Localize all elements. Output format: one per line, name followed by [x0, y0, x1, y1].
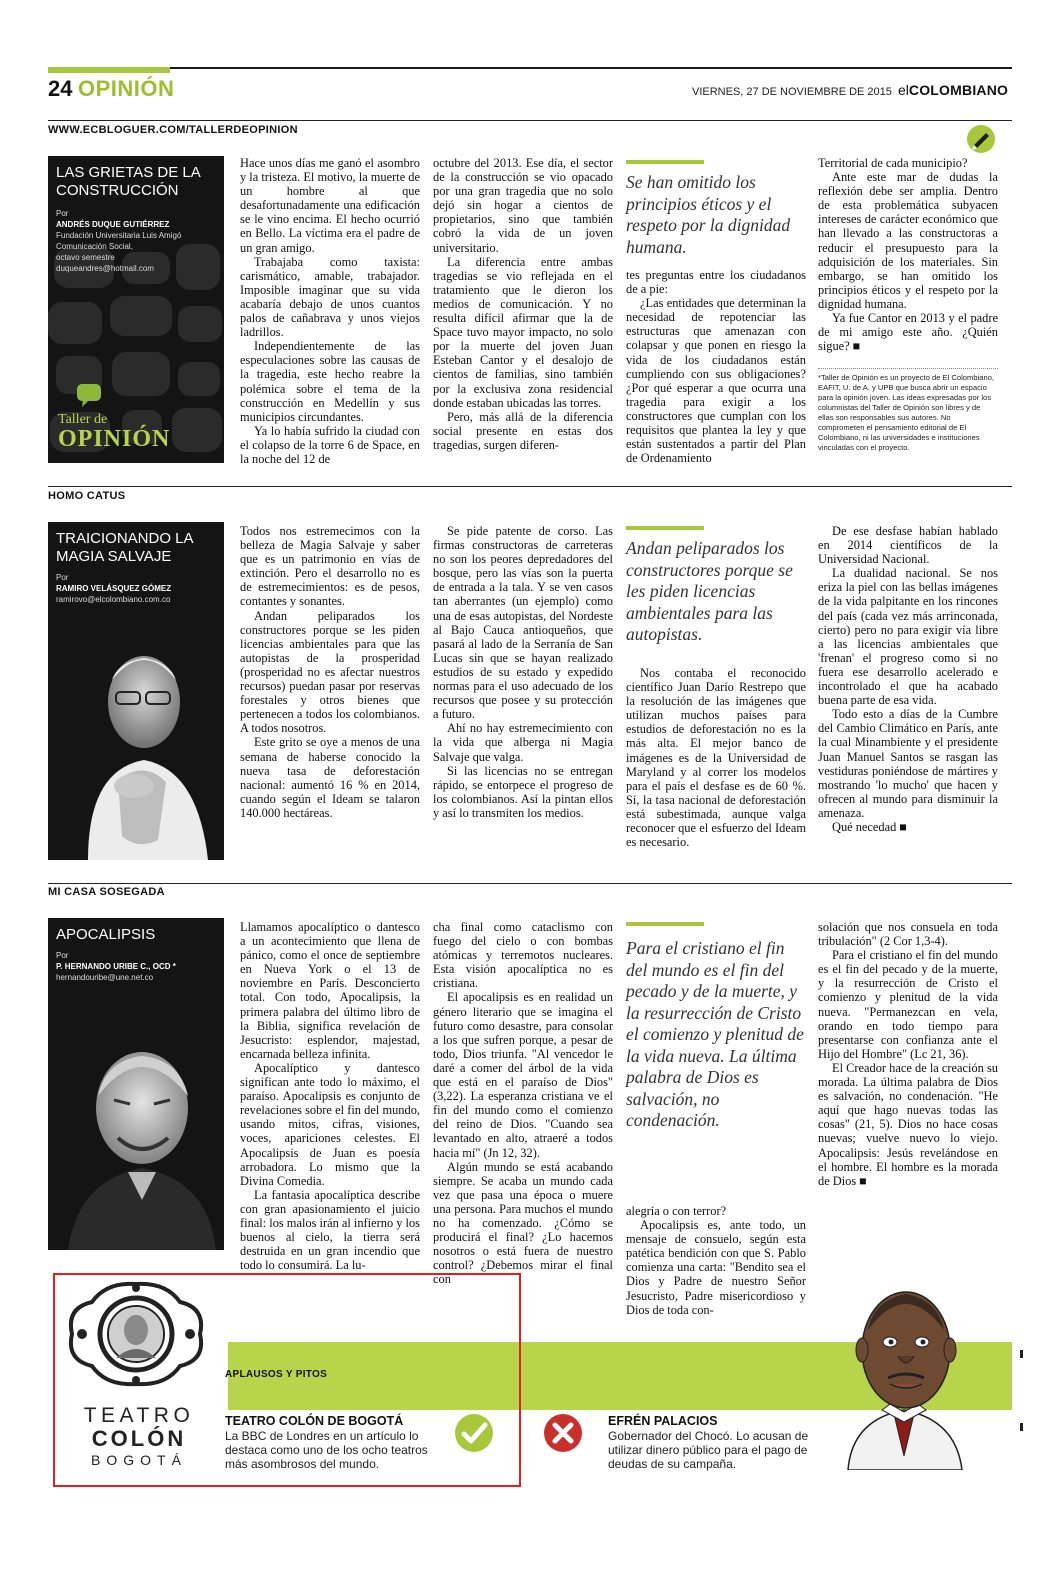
paragraph: El apocalipsis es en realidad un género literario que se imagina el futuro como desastre, para consolar a los que sufren porque, a pesar de todo, Dios triunfa. "Al vencedor le daré a comer del árbol de la vida que está en el paraíso de Dios" (3,22). La esperanza cristiana ve el fin del mundo como el comienzo del reino de Dios. "Cuando sea levantado en alto, atraeré a todos hacia mí" (Jn 12, 32).: [433, 990, 613, 1160]
pull-quote-bar: [626, 922, 704, 926]
paragraph: Independientemente de las especulaciones sobre las causas de la tragedia, este hecho reabre la polémica sobre el tema de la construcción en Medellín y sus municipios circundantes.: [240, 339, 420, 424]
paragraph: cha final como cataclismo con fuego del cielo o con bombas atómicas y terremotos nucleares. Esta visión apocalíptica no es cristiana.: [433, 920, 613, 991]
margin-mark: [1020, 1423, 1023, 1431]
paragraph: Andan peliparados los constructores porque se les piden licencias ambientales para que las autopistas de la prosperidad (prosperidad no es afectar nuestros recursos) puedan pasar por reservas forestales y otros bienes que pertenecen a todos los colombianos. A todos nosotros.: [240, 608, 420, 736]
paragraph: Si las licencias no se entregan rápido, se entorpece el progreso de los colombianos. Así la pintan ellos y así lo transmiten los medios.: [433, 763, 613, 820]
author-affiliation-1: Fundación Universitaria Luis Amigó: [56, 231, 182, 240]
byline: [56, 572, 171, 605]
article1-column-4: [818, 156, 998, 366]
paragraph: Algún mundo se está acabando siempre. Se acaba un mundo cada vez que pasa una época o muere una persona. Para muchos el mundo no ha comenzado. ¿Cómo se producirá el final? ¿Lo hacemos nosotros o está fuera de nuestro control? ¿Debemos mirar el final con: [433, 1159, 613, 1287]
article3-column-2: [433, 920, 613, 1332]
paragraph: Territorial de cada municipio?: [818, 156, 968, 170]
logo-teatro: TEATRO: [83, 1404, 195, 1427]
author-portrait: [48, 1000, 224, 1250]
paragraph: Este grito se oye a menos de una semana de haberse conocido la nueva tasa de deforestación nacional: aumentó 16 % en 2014, cuando según el Ideam se talaron 140.000 hectáreas.: [240, 735, 420, 820]
byline-por: Por: [56, 951, 69, 960]
pull-quote: Para el cristiano el fin del mundo es el fin del pecado y de la muerte, y la resurrección de Cristo el comienzo y plenitud de la vida nueva. La última palabra de Dios es salvación, no condenación.: [626, 938, 804, 1130]
paragraph: Nos contaba el reconocido científico Juan Darío Restrepo que la resolución de las imágenes que utilizan muchos países para estudios de deforestación no es la más alta. El mejor banco de imágenes es de la Universidad de Maryland y al correr los modelos para el país el desfase es de 60 %. Sí, la tasa nacional de deforestación está subestimada, aunque valga reconocer que el esfuerzo del Ideam es necesario.: [626, 666, 806, 850]
section-rule-1: [48, 120, 1012, 121]
newspaper-brand: [898, 82, 1008, 98]
author-affiliation-2: Comunicación Social,: [56, 242, 133, 251]
paragraph: Qué necedad ■: [832, 819, 907, 834]
boo-title: EFRÉN PALACIOS: [608, 1414, 718, 1428]
paragraph: Pero, más allá de la diferencia social presente en estas dos tragedias, surgen diferen-: [433, 409, 613, 452]
paragraph: Ante este mar de dudas la reflexión debe ser amplia. Dentro de esta problemática subyacen intereses de carácter económico que han llevado a las constructoras a reducir el presupuesto para la adquisición de los materiales. Sin embargo, se han omitido los principios éticos y el respeto por la dignidad humana.: [818, 170, 998, 311]
article1-column-3: [626, 268, 806, 468]
header-rule: [48, 67, 1012, 69]
paragraph: Trabajaba como taxista: carismático, amable, trabajador. Imposible imaginar que su vida acabaría debajo de unos cuantos palos de cañabrava y unos viejos ladrillos.: [240, 254, 420, 340]
article-title: LAS GRIETAS DE LA CONSTRUCCIÓN: [56, 164, 200, 199]
page-number: 24: [48, 76, 73, 101]
section-rule-2: [48, 486, 1012, 487]
paragraph: solación que nos consuela en toda tribulación" (2 Cor 1,3-4).: [818, 920, 998, 949]
paragraph: Hace unos días me ganó el asombro y la tristeza. El motivo, la muerte de un hombre al que desafortunadamente una edificación se le vino encima. El hecho ocurrió en Bello. La víctima era el padre de un gran amigo.: [240, 156, 420, 255]
logo-colon: COLÓN: [91, 1426, 187, 1451]
brand-prefix: el: [898, 82, 909, 98]
x-icon: [543, 1413, 583, 1453]
author-affiliation-3: octavo semestre: [56, 253, 115, 262]
paragraph: La fantasia apocalíptica describe con gran apasionamiento el juicio final: los malos irán al infierno y los buenos al cielo, la tierra será destruida en un gran incendio que todo lo consumirá. La lu-: [240, 1187, 420, 1273]
paragraph: El Creador hace de la creación su morada. La última palabra de Dios es salvación, no condenación. "He aquí que hago nuevas todas las cosas" (21, 5). Dios no hace cosas nuevas; vuelve nuevo lo viejo. Apocalipsis: Jesús revelándose en el hombre. El hombre es la morada de Dios ■: [818, 1060, 998, 1188]
article3-column-4: [818, 920, 998, 1240]
author-email: duqueandres@hotmail.com: [56, 264, 154, 273]
pull-quote: Andan peliparados los constructores porque se les piden licencias ambientales para las autopistas.: [626, 538, 793, 644]
paragraph: Para el cristiano el fin del mundo es el fin del pecado y de la muerte, y la resurrección de Cristo el comienzo y plenitud de la vida nueva. "Permanezcan en vela, orando en todo tiempo para presentarse con confianza ante el Hijo del Hombre" (Lc 21, 36).: [818, 948, 998, 1061]
author-box-homo-catus: [48, 522, 224, 860]
paragraph: Llamamos apocalíptico o dantesco a un acontecimiento que llena de pánico, como el once de septiembre en Nueva York o el 13 de noviembre en París. Desconcierto total. Con todo, Apocalipsis, la primera palabra del último libro de la Biblia, significa revelación de Jesucristo: esplendor, majestad, encarnada belleza infinita.: [240, 920, 420, 1061]
margin-mark: [1020, 1350, 1023, 1358]
paragraph: De ese desfase habían hablado en 2014 científicos de la Universidad Nacional.: [818, 524, 998, 567]
byline-por: Por: [56, 209, 69, 218]
boo-text: Gobernador del Chocó. Lo acusan de utilizar dinero público para el pago de deudas de su campaña.: [608, 1429, 809, 1471]
paragraph: Todos nos estremecimos con la belleza de Magia Salvaje y saber que es un patrimonio en vías de extinción. Pero el desarrollo no es de estremecimientos: es de pesos, contantes y sonantes.: [240, 524, 420, 609]
author-name: P. HERNANDO URIBE C., OCD *: [56, 962, 176, 971]
header-accent-tab: [48, 67, 170, 73]
paragraph: tes preguntas entre los ciudadanos de a pie:: [626, 268, 806, 297]
project-note: *Taller de Opinión es un proyecto de El Colombiano, EAFIT, U. de A. y UPB que busca abrir un espacio para la opinión joven. Las ideas expresadas por los columnistas del Taller de Opinión son libres y de ellas son responsables sus autores. No comprometen el pensamiento editorial de El Colombiano, ni las universidades e instituciones vinculadas con el proyecto.: [818, 368, 998, 453]
paragraph: alegría o con terror?: [626, 1204, 727, 1218]
section-heading-taller: WWW.ECBLOGUER.COM/TALLERDEOPINION: [48, 124, 298, 136]
author-email: ramirovo@elcolombiano.com.co: [56, 595, 171, 604]
paragraph: Ya fue Cantor en 2013 y el padre de mi amigo este año. ¿Quién sigue? ■: [818, 311, 998, 354]
caricature-illustration: [838, 1280, 970, 1470]
logo-bogota: BOGOTÁ: [91, 1452, 187, 1468]
article2-column-1: [240, 524, 420, 866]
check-icon: [454, 1413, 494, 1453]
pull-quote: Se han omitido los principios éticos y el respeto por la dignidad humana.: [626, 172, 791, 257]
author-email: hernandouribe@une.net.co: [56, 973, 154, 982]
byline: [56, 950, 176, 983]
paragraph: La diferencia entre ambas tragedias se vio reflejada en el tratamiento que le dieron los medios de comunicación. Y no resulta difícil afirmar que la de Space tuvo mayor impacto, no solo por la muerte del joven Juan Esteban Cantor y el desalojo de cientos de familias, sino también por la exclusiva zona residencial donde estaban ubicadas las torres.: [433, 254, 613, 410]
paragraph: Ya lo había sufrido la ciudad con el colapso de la torre 6 de Space, en la noche del 12 de: [240, 423, 420, 466]
article1-column-2: [433, 156, 613, 468]
author-name: ANDRÉS DUQUE GUTIÉRREZ: [56, 220, 170, 229]
paragraph: Ahí no hay estremecimiento con la vida que alberga ni Magia Salvaje que valga.: [433, 721, 613, 764]
speech-bubble-icon: [76, 382, 102, 408]
issue-date: VIERNES, 27 DE NOVIEMBRE DE 2015: [692, 86, 892, 98]
section-heading-mi-casa: MI CASA SOSEGADA: [48, 886, 165, 898]
paragraph: Todo esto a días de la Cumbre del Cambio Climático en París, ante la cual Minambiente y el presidente Juan Manuel Santos se rasgan las vestiduras poniéndose de mártires y mostrando 'lo mucho' que hacen y ofrecen al mundo para disminuir la amenaza.: [818, 707, 998, 820]
taller-opinion-logo: [58, 382, 218, 462]
article2-column-4: [818, 524, 998, 866]
applause-title: TEATRO COLÓN DE BOGOTÁ: [225, 1414, 404, 1428]
pull-quote-bar: [626, 160, 704, 164]
byline: [56, 208, 181, 274]
author-portrait: [48, 610, 224, 860]
pen-check-icon: [966, 124, 996, 154]
paragraph: Apocalíptico y dantesco significan ante todo lo máximo, el paraíso. Apocalipsis es conjunto de revelaciones sobre el fin del mundo, usando mitos, cifras, visiones, voces, apariciones celestes. El Apocalipsis de Juan es poesía arrobadora. Lo mismo que la Divina Comedia.: [240, 1060, 420, 1188]
applause-text: La BBC de Londres en un artículo lo destaca como uno de los ocho teatros más asombrosos del mundo.: [225, 1429, 428, 1471]
logo-big-text: OPINIÓN: [58, 426, 171, 452]
article2-column-2: [433, 524, 613, 866]
author-box-mi-casa: [48, 918, 224, 1250]
paragraph: octubre del 2013. Ese día, el sector de la construcción se vio opacado por una gran tragedia que no solo dejó sin hogar a cientos de propietarios, sino que también cobró la vida de un joven universitario.: [433, 156, 613, 255]
teatro-colon-medallion: [62, 1278, 210, 1390]
paragraph: Se pide patente de corso. Las firmas constructoras de carreteras no son los peores depredadores del bosque, pero las vías son la puerta de entrada a la tala. Y se ven casos tan aberrantes (un ejemplo) como una de esas autopistas, del Nordeste al Bajo Cauca antioqueños, que pasará al lado de la Serranía de San Lucas sin que se hayan realizado estudios de su estado y expedido normas para el uso adecuado de los recursos que posee y su protección a futuro.: [433, 524, 613, 722]
section-title: OPINIÓN: [78, 76, 175, 101]
byline-por: Por: [56, 573, 69, 582]
article3-column-3: [626, 1204, 806, 1334]
brand-name: COLOMBIANO: [908, 82, 1009, 98]
author-name: RAMIRO VELÁSQUEZ GÓMEZ: [56, 584, 172, 593]
paragraph: Apocalipsis es, ante todo, un mensaje de consuelo, según esta patética bendición con que S. Pablo comienza una carta: "Bendito sea el Dios y Padre de nuestro Señor Jesucristo, Padre misericordioso y Dios de toda con-: [626, 1218, 806, 1317]
pull-quote-bar: [626, 526, 704, 530]
paragraph: La dualidad nacional. Se nos eriza la piel con las bellas imágenes de la vida palpitante en los rincones del país (cada vez más arrinconada, cierto) pero no para exigir vía libre a las licencias ambientales que 'frenan' el progreso como si no fuera ese desarrollo acelerado e incontrolado el que ha acabado buena parte de esa vida.: [818, 566, 998, 708]
article2-column-3: [626, 666, 806, 866]
article-title: TRAICIONANDO LA MAGIA SALVAJE: [56, 530, 193, 565]
logo-small-text: Taller de: [58, 412, 108, 427]
section-heading-homo-catus: HOMO CATUS: [48, 490, 126, 502]
author-box-taller: [48, 156, 224, 463]
paragraph: ¿Las entidades que determinan la necesidad de repotenciar las estructuras que amenazan con colapsar y que ponen en riesgo la vida de los ciudadanos están cumpliendo con sus obligaciones? ¿Por qué esperar a que ocurra una tragedia para exigir a los constructores que cumplan con los requisitos que plantea la ley y que están sustentados a partir del Plan de Ordenamiento: [626, 296, 806, 466]
article3-column-1: [240, 920, 420, 1332]
article1-column-1: [240, 156, 420, 468]
aplausos-heading: APLAUSOS Y PITOS: [225, 1369, 328, 1380]
article-title: APOCALIPSIS: [56, 926, 156, 943]
section-rule-3: [48, 883, 1012, 884]
